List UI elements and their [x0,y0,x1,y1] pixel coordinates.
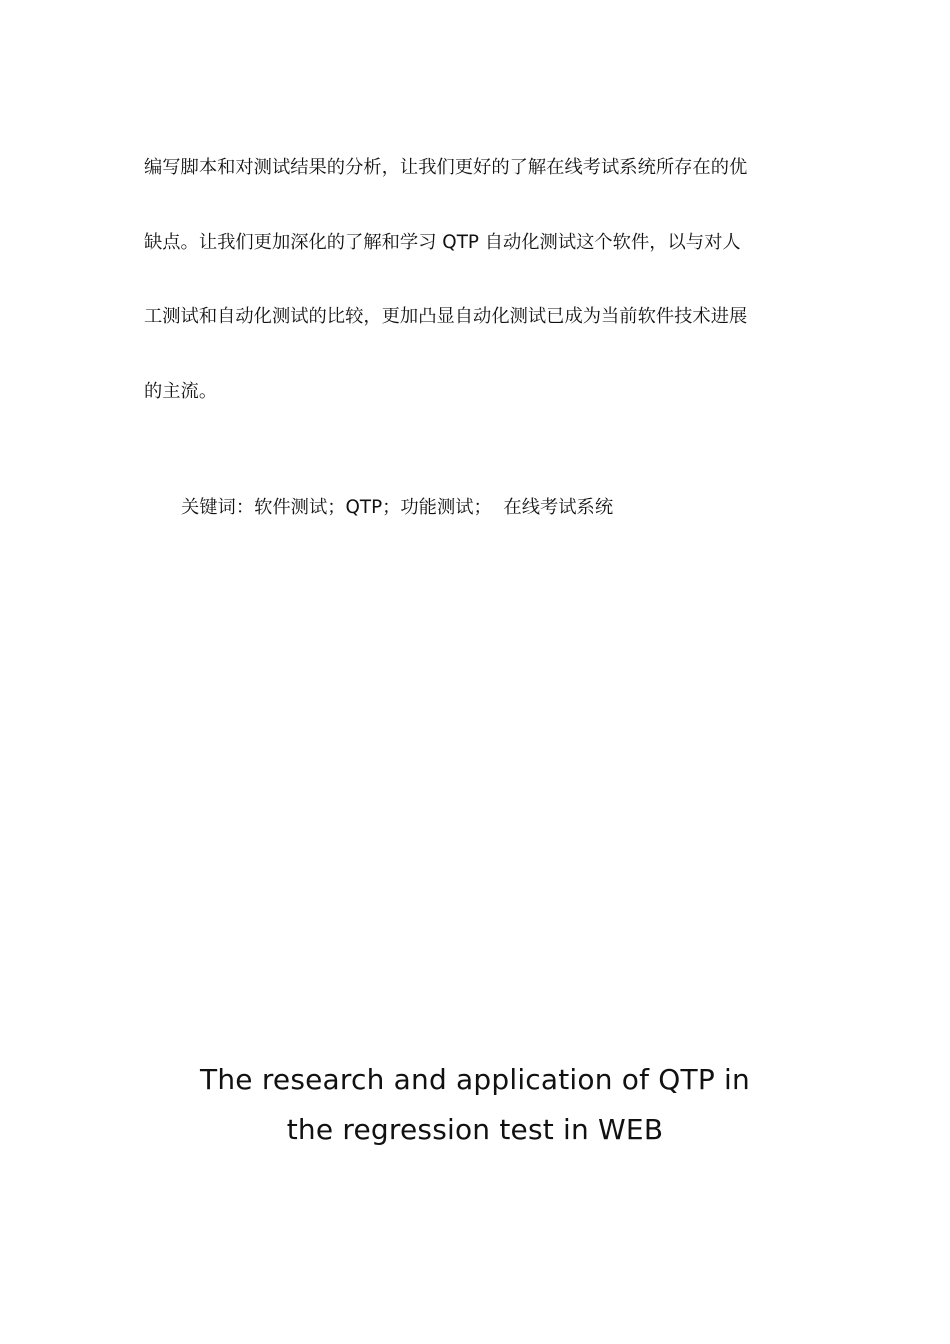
abstract-line-4: 的主流。 [144,380,218,402]
abstract-line-3: 工测试和自动化测试的比较，更加凸显自动化测试已成为当前软件技术进展 [144,306,748,327]
keywords-line: 关键词：软件测试；QTP；功能测试； 在线考试系统 [181,497,614,518]
abstract-line-1: 编写脚本和对测试结果的分析，让我们更好的了解在线考试系统所存在的优 [144,157,748,178]
english-title-line-1: The research and application of QTP in [200,1063,750,1096]
english-title [0,1055,950,1155]
abstract-paragraph [144,131,810,429]
english-title-line-2: the regression test in WEB [286,1113,664,1146]
abstract-line-2: 缺点。让我们更加深化的了解和学习 QTP 自动化测试这个软件，以与对人 [144,231,741,253]
